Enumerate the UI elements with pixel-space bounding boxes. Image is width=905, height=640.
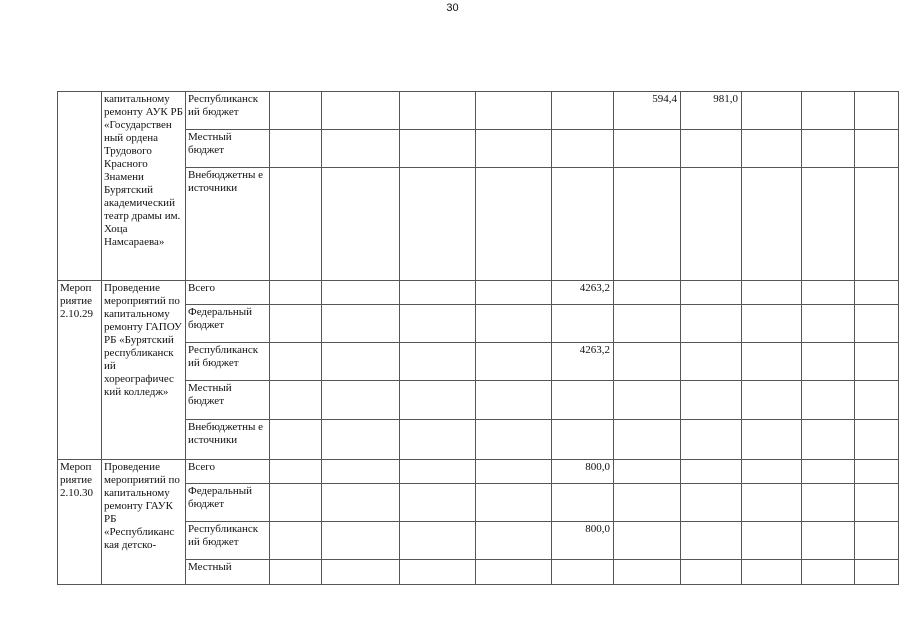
value-cell — [476, 381, 552, 420]
value-cell — [802, 460, 855, 484]
event-name-cell: Проведение мероприятий по капитальному ремонту ГАУК РБ «Республиканс кая детско- — [102, 460, 186, 585]
value-cell — [614, 522, 681, 560]
value-cell — [476, 420, 552, 460]
value-cell — [742, 130, 802, 168]
value-cell — [614, 168, 681, 281]
page-number: 30 — [446, 2, 459, 14]
value-cell — [552, 484, 614, 522]
value-cell — [742, 560, 802, 585]
value-cell — [270, 130, 322, 168]
value-cell — [855, 420, 899, 460]
value-cell — [742, 281, 802, 305]
value-cell — [476, 343, 552, 381]
funding-source-cell: Республиканск ий бюджет — [186, 343, 270, 381]
funding-source-cell: Местный бюджет — [186, 381, 270, 420]
funding-source-cell: Местный — [186, 560, 270, 585]
value-cell — [400, 343, 476, 381]
value-cell — [802, 343, 855, 381]
value-cell: 4263,2 — [552, 343, 614, 381]
funding-source-cell: Внебюджетны е источники — [186, 420, 270, 460]
value-cell — [270, 560, 322, 585]
value-cell — [802, 92, 855, 130]
value-cell — [270, 522, 322, 560]
value-cell — [802, 130, 855, 168]
value-cell — [742, 343, 802, 381]
event-name-cell: Проведение мероприятий по капитальному ремонту ГАПОУ РБ «Бурятский республиканск ий хореографичес кий колледж» — [102, 281, 186, 460]
value-cell — [270, 92, 322, 130]
value-cell — [476, 168, 552, 281]
value-cell — [681, 343, 742, 381]
value-cell — [681, 460, 742, 484]
value-cell — [322, 522, 400, 560]
funding-source-cell: Местный бюджет — [186, 130, 270, 168]
value-cell — [552, 381, 614, 420]
value-cell — [681, 130, 742, 168]
funding-source-cell: Всего — [186, 460, 270, 484]
value-cell — [614, 281, 681, 305]
table-row — [58, 460, 899, 484]
value-cell — [270, 305, 322, 343]
value-cell: 594,4 — [614, 92, 681, 130]
value-cell — [400, 420, 476, 460]
value-cell — [400, 560, 476, 585]
event-name-cell: капитальному ремонту АУК РБ «Государствен ный ордена Трудового Красного Знамени Бурятский академический театр драмы им. Хоца Намсараева» — [102, 92, 186, 281]
value-cell — [614, 460, 681, 484]
value-cell: 981,0 — [681, 92, 742, 130]
value-cell — [270, 420, 322, 460]
value-cell — [270, 168, 322, 281]
value-cell — [681, 305, 742, 343]
value-cell — [400, 92, 476, 130]
value-cell — [322, 130, 400, 168]
value-cell — [802, 484, 855, 522]
value-cell — [476, 92, 552, 130]
value-cell — [681, 281, 742, 305]
value-cell — [855, 168, 899, 281]
value-cell — [802, 305, 855, 343]
value-cell: 4263,2 — [552, 281, 614, 305]
value-cell — [855, 460, 899, 484]
value-cell — [322, 460, 400, 484]
event-code-cell — [58, 92, 102, 281]
value-cell — [322, 343, 400, 381]
funding-source-cell: Федеральный бюджет — [186, 305, 270, 343]
value-cell — [742, 420, 802, 460]
value-cell — [614, 130, 681, 168]
value-cell — [552, 420, 614, 460]
value-cell — [742, 381, 802, 420]
value-cell — [855, 484, 899, 522]
value-cell — [270, 343, 322, 381]
value-cell — [681, 168, 742, 281]
value-cell — [681, 381, 742, 420]
value-cell — [802, 420, 855, 460]
value-cell — [322, 420, 400, 460]
value-cell — [476, 484, 552, 522]
table-row — [58, 281, 899, 305]
value-cell — [270, 281, 322, 305]
event-code-cell: Мероп риятие 2.10.30 — [58, 460, 102, 585]
value-cell — [802, 560, 855, 585]
value-cell — [322, 560, 400, 585]
value-cell — [270, 484, 322, 522]
value-cell — [322, 381, 400, 420]
value-cell — [681, 522, 742, 560]
table-row — [58, 92, 899, 130]
value-cell — [742, 168, 802, 281]
value-cell — [270, 460, 322, 484]
value-cell — [476, 460, 552, 484]
value-cell — [322, 305, 400, 343]
value-cell — [802, 522, 855, 560]
value-cell — [855, 381, 899, 420]
value-cell — [552, 130, 614, 168]
value-cell — [400, 130, 476, 168]
value-cell — [476, 130, 552, 168]
funding-source-cell: Республиканск ий бюджет — [186, 522, 270, 560]
value-cell — [400, 381, 476, 420]
value-cell — [614, 420, 681, 460]
value-cell — [476, 281, 552, 305]
value-cell — [681, 484, 742, 522]
value-cell: 800,0 — [552, 460, 614, 484]
budget-table — [57, 91, 899, 585]
funding-source-cell: Федеральный бюджет — [186, 484, 270, 522]
value-cell — [270, 381, 322, 420]
value-cell — [552, 168, 614, 281]
value-cell — [802, 281, 855, 305]
value-cell — [802, 168, 855, 281]
value-cell — [400, 168, 476, 281]
value-cell — [400, 281, 476, 305]
value-cell — [400, 305, 476, 343]
value-cell — [855, 92, 899, 130]
value-cell — [614, 560, 681, 585]
value-cell — [742, 92, 802, 130]
value-cell — [614, 343, 681, 381]
event-code-cell: Мероп риятие 2.10.29 — [58, 281, 102, 460]
value-cell — [681, 420, 742, 460]
value-cell — [400, 484, 476, 522]
value-cell — [742, 522, 802, 560]
funding-source-cell: Всего — [186, 281, 270, 305]
value-cell: 800,0 — [552, 522, 614, 560]
value-cell — [855, 560, 899, 585]
value-cell — [552, 560, 614, 585]
funding-source-cell: Республиканск ий бюджет — [186, 92, 270, 130]
value-cell — [855, 522, 899, 560]
value-cell — [681, 560, 742, 585]
value-cell — [802, 381, 855, 420]
value-cell — [855, 130, 899, 168]
value-cell — [322, 484, 400, 522]
value-cell — [855, 281, 899, 305]
value-cell — [742, 484, 802, 522]
value-cell — [400, 522, 476, 560]
value-cell — [855, 343, 899, 381]
value-cell — [476, 560, 552, 585]
value-cell — [322, 168, 400, 281]
value-cell — [476, 522, 552, 560]
value-cell — [322, 92, 400, 130]
value-cell — [855, 305, 899, 343]
value-cell — [552, 305, 614, 343]
value-cell — [742, 460, 802, 484]
value-cell — [322, 281, 400, 305]
value-cell — [614, 305, 681, 343]
value-cell — [614, 484, 681, 522]
value-cell — [400, 460, 476, 484]
value-cell — [742, 305, 802, 343]
value-cell — [476, 305, 552, 343]
funding-source-cell: Внебюджетны е источники — [186, 168, 270, 281]
value-cell — [552, 92, 614, 130]
value-cell — [614, 381, 681, 420]
